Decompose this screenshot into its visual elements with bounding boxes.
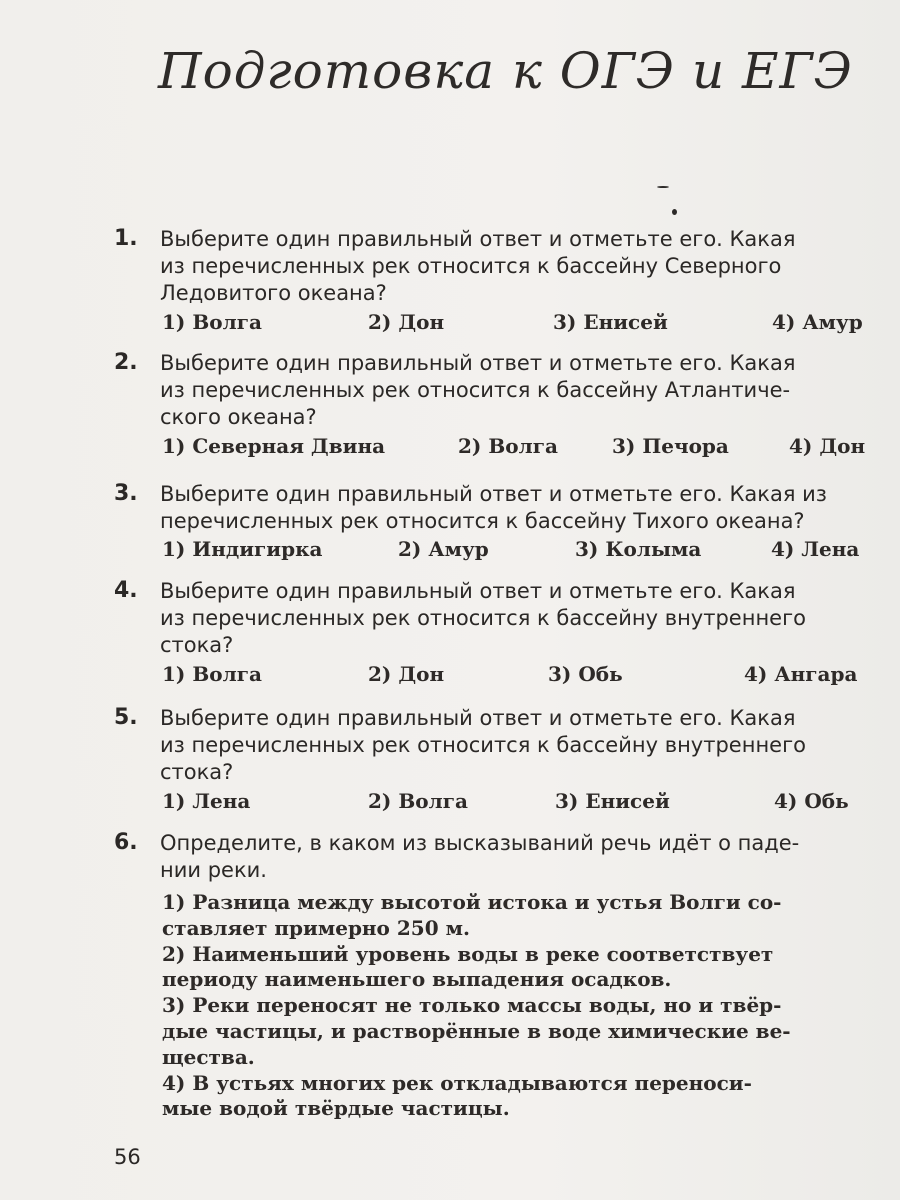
ink-mark bbox=[657, 186, 669, 188]
question-number: 4. bbox=[114, 578, 138, 603]
answer-option-1[interactable]: 1) Лена bbox=[162, 789, 251, 813]
question-line: Выберите один правильный ответ и отметьте его. Какая bbox=[160, 579, 796, 603]
question-line: Выберите один правильный ответ и отметьте его. Какая bbox=[160, 706, 796, 730]
answer-option-2[interactable]: 2) Волга bbox=[458, 434, 558, 458]
answer-option-1[interactable]: 1) Волга bbox=[162, 310, 262, 334]
question-text bbox=[160, 226, 885, 307]
answer-option-3[interactable]: 3) Енисей bbox=[553, 310, 668, 334]
question-line: Выберите один правильный ответ и отметьте его. Какая bbox=[160, 351, 796, 375]
question-text bbox=[160, 578, 885, 659]
page-title: Подготовка к ОГЭ и ЕГЭ bbox=[158, 42, 853, 100]
answer-option-2[interactable]: 2) Дон bbox=[368, 310, 445, 334]
question-line: Выберите один правильный ответ и отметьте его. Какая bbox=[160, 227, 796, 251]
question-line: нии реки. bbox=[160, 858, 267, 882]
statement-line: периоду наименьшего выпадения осадков. bbox=[162, 967, 672, 992]
question-number: 1. bbox=[114, 226, 138, 251]
answer-option-3[interactable]: 3) Обь bbox=[548, 662, 623, 686]
question-number: 3. bbox=[114, 481, 138, 506]
statement-line: мые водой твёрдые частицы. bbox=[162, 1096, 510, 1121]
question-line: из перечисленных рек относится к бассейну внутреннего bbox=[160, 606, 806, 630]
answer-option-4[interactable]: 4) Амур bbox=[772, 310, 863, 334]
answer-option-2[interactable]: 2) Дон bbox=[368, 662, 445, 686]
question-line: из перечисленных рек относится к бассейну Северного bbox=[160, 254, 782, 278]
question-text bbox=[160, 705, 885, 786]
statement-line[interactable]: 1) Разница между высотой истока и устья Волги со- bbox=[162, 890, 782, 914]
question-line: из перечисленных рек относится к бассейну внутреннего bbox=[160, 733, 806, 757]
question-number: 5. bbox=[114, 705, 138, 730]
statement-line: дые частицы, и растворённые в воде химические ве- bbox=[162, 1018, 791, 1043]
question-line: Определите, в каком из высказываний речь идёт о паде- bbox=[160, 831, 800, 855]
answer-option-1[interactable]: 1) Северная Двина bbox=[162, 434, 386, 458]
question-text bbox=[160, 830, 885, 884]
answer-option-3[interactable]: 3) Печора bbox=[612, 434, 729, 458]
question-line: из перечисленных рек относится к бассейну Атлантиче- bbox=[160, 378, 791, 402]
statement-list bbox=[162, 890, 884, 1122]
answer-option-2[interactable]: 2) Амур bbox=[398, 537, 489, 561]
question-line: ского океана? bbox=[160, 405, 317, 429]
question-text bbox=[160, 481, 885, 535]
page-number: 56 bbox=[114, 1145, 141, 1169]
question-line: стока? bbox=[160, 633, 234, 657]
question-text bbox=[160, 350, 885, 431]
answer-option-3[interactable]: 3) Енисей bbox=[555, 789, 670, 813]
question-line: Выберите один правильный ответ и отметьте его. Какая из bbox=[160, 482, 827, 506]
answer-option-1[interactable]: 1) Волга bbox=[162, 662, 262, 686]
statement-line[interactable]: 3) Реки переносят не только массы воды, но и твёр- bbox=[162, 993, 782, 1018]
question-line: стока? bbox=[160, 760, 234, 784]
answer-option-4[interactable]: 4) Дон bbox=[789, 434, 866, 458]
question-line: перечисленных рек относится к бассейну Тихого океана? bbox=[160, 509, 805, 533]
answer-option-2[interactable]: 2) Волга bbox=[368, 789, 468, 813]
answer-option-4[interactable]: 4) Ангара bbox=[744, 662, 858, 686]
statement-line[interactable]: 4) В устьях многих рек откладываются переноси- bbox=[162, 1070, 752, 1095]
question-number: 2. bbox=[114, 350, 138, 375]
ink-dot bbox=[672, 209, 677, 215]
statement-line: ставляет примерно 250 м. bbox=[162, 915, 470, 940]
answer-option-1[interactable]: 1) Индигирка bbox=[162, 537, 323, 561]
question-line: Ледовитого океана? bbox=[160, 281, 387, 305]
statement-line: щества. bbox=[162, 1044, 255, 1069]
answer-option-4[interactable]: 4) Обь bbox=[774, 789, 849, 813]
answer-option-3[interactable]: 3) Колыма bbox=[575, 537, 702, 561]
statement-line[interactable]: 2) Наименьший уровень воды в реке соответствует bbox=[162, 941, 774, 966]
answer-option-4[interactable]: 4) Лена bbox=[771, 537, 860, 561]
question-number: 6. bbox=[114, 830, 138, 855]
